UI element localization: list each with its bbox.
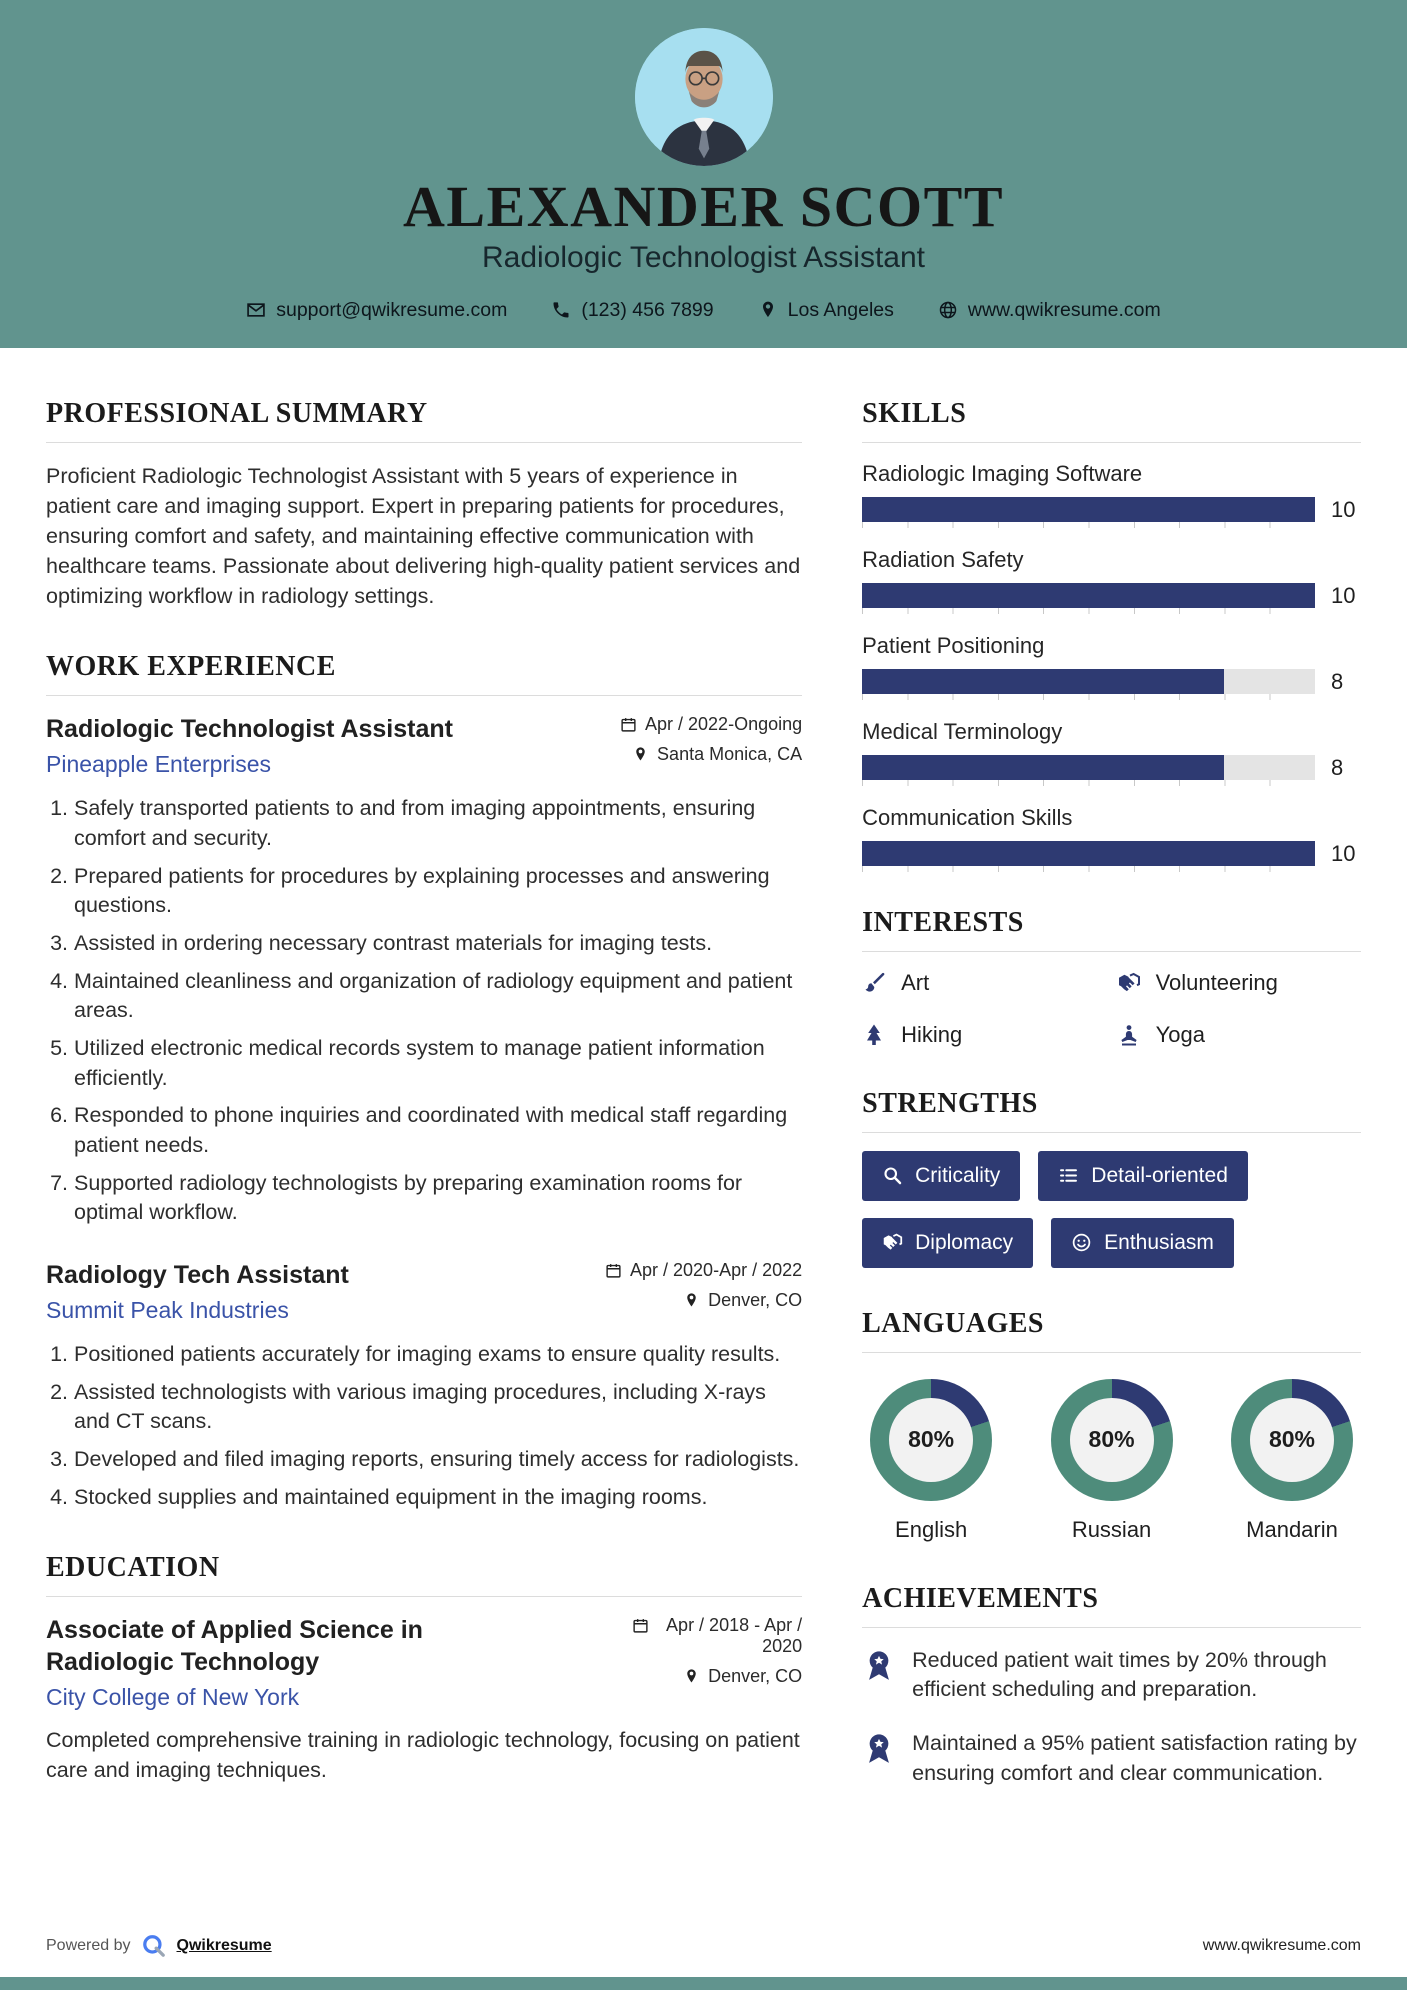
contact-phone[interactable] (551, 299, 713, 322)
strength-diplomacy (862, 1218, 1033, 1268)
education-location: Denver, CO (708, 1666, 803, 1687)
skill-radiologic-imaging-software (862, 461, 1361, 523)
job-meta (620, 714, 802, 774)
left-column (46, 398, 802, 1917)
achievement-item (862, 1729, 1361, 1788)
strength-label: Diplomacy (915, 1230, 1014, 1254)
contact-email[interactable] (246, 299, 507, 322)
interest-label: Yoga (1155, 1021, 1205, 1047)
magnifier-icon (882, 1165, 903, 1186)
language-donut-chart (1051, 1379, 1173, 1501)
job-bullet: 5. Utilized electronic medical records system to manage patient information efficiently. (74, 1034, 802, 1093)
section-achievements (862, 1583, 1361, 1789)
education-description: Completed comprehensive training in radiologic technology, focusing on patient care and imaging techniques. (46, 1727, 800, 1782)
contact-location (758, 299, 894, 322)
calendar-icon (605, 1262, 622, 1279)
interest-hiking (862, 1022, 1106, 1048)
interest-volunteering (1117, 970, 1361, 996)
resume-header (0, 0, 1407, 348)
strength-criticality (862, 1151, 1020, 1201)
job-bullet: 6. Responded to phone inquiries and coordinated with medical staff regarding patient needs. (74, 1101, 802, 1160)
languages-row (862, 1371, 1361, 1543)
list-icon (1058, 1165, 1079, 1186)
achievement-item (862, 1646, 1361, 1705)
section-strengths (862, 1088, 1361, 1268)
achievement-badge-icon (862, 1731, 896, 1765)
page-footer (0, 1917, 1407, 1977)
contact-website[interactable] (938, 299, 1161, 322)
skill-value: 8 (1331, 754, 1344, 780)
job-bullet: 3. Assisted in ordering necessary contrast materials for imaging tests. (74, 929, 802, 959)
contact-phone-text: (123) 456 7899 (581, 298, 714, 321)
education-header (46, 1615, 802, 1725)
profile-photo (635, 28, 773, 166)
job-bullet: 1. Safely transported patients to and from imaging appointments, ensuring comfort and security. (74, 794, 802, 853)
job-company: Summit Peak Industries (46, 1297, 289, 1324)
job-header (46, 1260, 802, 1338)
language-percent: 80% (1070, 1398, 1154, 1482)
strengths-heading: STRENGTHS (862, 1088, 1361, 1133)
skill-medical-terminology (862, 719, 1361, 781)
interests-grid (862, 970, 1361, 1048)
job-entry-1 (46, 714, 802, 1228)
skill-name: Communication Skills (862, 804, 1073, 830)
strength-detail-oriented (1038, 1151, 1248, 1201)
skill-value: 8 (1331, 668, 1344, 694)
section-interests (862, 907, 1361, 1048)
contact-email-text: support@qwikresume.com (276, 298, 508, 321)
strength-label: Detail-oriented (1091, 1163, 1228, 1187)
job-entry-2 (46, 1260, 802, 1513)
globe-icon (938, 300, 958, 320)
language-name: Russian (1071, 1516, 1152, 1542)
interest-art (862, 970, 1106, 996)
professional-summary-heading: PROFESSIONAL SUMMARY (46, 398, 802, 443)
strength-label: Criticality (915, 1163, 1001, 1187)
section-professional-summary (46, 398, 802, 611)
skill-bar (862, 755, 1315, 780)
job-bullet: 4. Stocked supplies and maintained equipment in the imaging rooms. (74, 1483, 802, 1513)
footer-website-link[interactable]: www.qwikresume.com (1202, 1937, 1361, 1954)
resume-body (0, 348, 1407, 1917)
skill-bar (862, 497, 1315, 522)
job-title: Radiology Tech Assistant (46, 1260, 349, 1289)
powered-by-text: Powered by (46, 1937, 131, 1954)
job-bullet: 3. Developed and filed imaging reports, ensuring timely access for radiologists. (74, 1445, 802, 1475)
language-percent: 80% (1250, 1398, 1334, 1482)
language-russian (1047, 1379, 1177, 1543)
right-column (862, 398, 1361, 1917)
powered-by (46, 1933, 272, 1959)
location-pin-icon (683, 1668, 700, 1685)
achievement-text: Reduced patient wait times by 20% through efficient scheduling and preparation. (912, 1647, 1327, 1702)
professional-summary-text: Proficient Radiologic Technologist Assistant with 5 years of experience in patient care and imaging support. Expert in preparing patients for procedures, ensuring comfort and safety, and maintaining effective communication with healthcare teams. Passionate about delivering high-quality patient services and optimizing workflow in radiology settings. (46, 463, 801, 608)
tree-icon (862, 1023, 886, 1047)
contact-row (20, 299, 1387, 322)
skill-radiation-safety (862, 547, 1361, 609)
job-bullet: 2. Assisted technologists with various imaging procedures, including X-rays and CT scans. (74, 1378, 802, 1437)
skill-name: Patient Positioning (862, 632, 1045, 658)
job-meta (605, 1260, 802, 1320)
phone-icon (551, 300, 571, 320)
achievement-text: Maintained a 95% patient satisfaction rating by ensuring comfort and clear communication. (912, 1730, 1357, 1785)
languages-heading: LANGUAGES (862, 1308, 1361, 1353)
language-percent: 80% (889, 1398, 973, 1482)
location-pin-icon (758, 300, 778, 320)
strength-label: Enthusiasm (1104, 1230, 1214, 1254)
person-portrait-illustration (635, 28, 773, 166)
section-education (46, 1552, 802, 1785)
job-bullet: 7. Supported radiology technologists by preparing examination rooms for optimal workflow. (74, 1169, 802, 1228)
qwikresume-link[interactable]: Qwikresume (176, 1937, 272, 1954)
contact-location-text: Los Angeles (787, 298, 894, 321)
smiley-icon (1071, 1232, 1092, 1253)
skill-bar (862, 583, 1315, 608)
skill-communication-skills (862, 805, 1361, 867)
work-experience-heading: WORK EXPERIENCE (46, 651, 802, 696)
strengths-list (862, 1151, 1361, 1268)
bottom-accent-bar (0, 1977, 1407, 1990)
job-location: Santa Monica, CA (657, 744, 803, 765)
language-donut-chart (1231, 1379, 1353, 1501)
language-name: English (895, 1516, 968, 1542)
job-company: Pineapple Enterprises (46, 751, 272, 778)
strength-enthusiasm (1051, 1218, 1234, 1268)
skill-value: 10 (1331, 840, 1356, 866)
section-languages (862, 1308, 1361, 1543)
email-icon (246, 300, 266, 320)
job-location: Denver, CO (708, 1289, 803, 1310)
location-pin-icon (632, 746, 649, 763)
calendar-icon (632, 1617, 649, 1634)
education-heading: EDUCATION (46, 1552, 802, 1597)
language-english (866, 1379, 996, 1543)
skill-patient-positioning (862, 633, 1361, 695)
skill-value: 10 (1331, 496, 1356, 522)
job-header (46, 714, 802, 792)
education-school: City College of New York (46, 1683, 300, 1710)
interest-label: Volunteering (1155, 969, 1278, 995)
calendar-icon (620, 716, 637, 733)
education-dates: Apr / 2018 - Apr / 2020 (666, 1615, 803, 1657)
person-name: ALEXANDER SCOTT (403, 174, 1004, 239)
section-work-experience (46, 651, 802, 1512)
language-mandarin (1227, 1379, 1357, 1543)
interest-label: Art (901, 969, 930, 995)
person-title: Radiologic Technologist Assistant (481, 240, 926, 274)
handshake-icon (1117, 971, 1141, 995)
education-meta (632, 1615, 802, 1696)
job-bullet: 4. Maintained cleanliness and organization of radiology equipment and patient areas. (74, 967, 802, 1026)
job-title: Radiologic Technologist Assistant (46, 715, 453, 744)
skill-bar (862, 841, 1315, 866)
skills-heading: SKILLS (862, 398, 1361, 443)
interest-label: Hiking (901, 1021, 963, 1047)
skill-name: Radiologic Imaging Software (862, 460, 1143, 486)
yoga-person-icon (1117, 1023, 1141, 1047)
skill-name: Medical Terminology (862, 718, 1063, 744)
job-dates: Apr / 2020-Apr / 2022 (630, 1259, 803, 1280)
language-donut-chart (870, 1379, 992, 1501)
contact-website-text: www.qwikresume.com (967, 298, 1161, 321)
skill-name: Radiation Safety (862, 546, 1024, 572)
education-degree: Associate of Applied Science in Radiologic Technology (46, 1616, 423, 1676)
job-bullet: 2. Prepared patients for procedures by explaining processes and answering questions. (74, 862, 802, 921)
job-bullet-list (46, 794, 802, 1228)
job-bullet-list (46, 1340, 802, 1512)
interest-yoga (1117, 1022, 1361, 1048)
achievements-heading: ACHIEVEMENTS (862, 1583, 1361, 1628)
interests-heading: INTERESTS (862, 907, 1361, 952)
handshake-icon (882, 1232, 903, 1253)
paintbrush-icon (862, 971, 886, 995)
skill-value: 10 (1331, 582, 1356, 608)
job-bullet: 1. Positioned patients accurately for imaging exams to ensure quality results. (74, 1340, 802, 1370)
language-name: Mandarin (1246, 1516, 1338, 1542)
achievement-badge-icon (862, 1648, 896, 1682)
job-dates: Apr / 2022-Ongoing (645, 714, 803, 735)
location-pin-icon (683, 1292, 700, 1309)
qwikresume-logo-icon (141, 1933, 167, 1959)
skill-bar (862, 669, 1315, 694)
section-skills (862, 398, 1361, 867)
